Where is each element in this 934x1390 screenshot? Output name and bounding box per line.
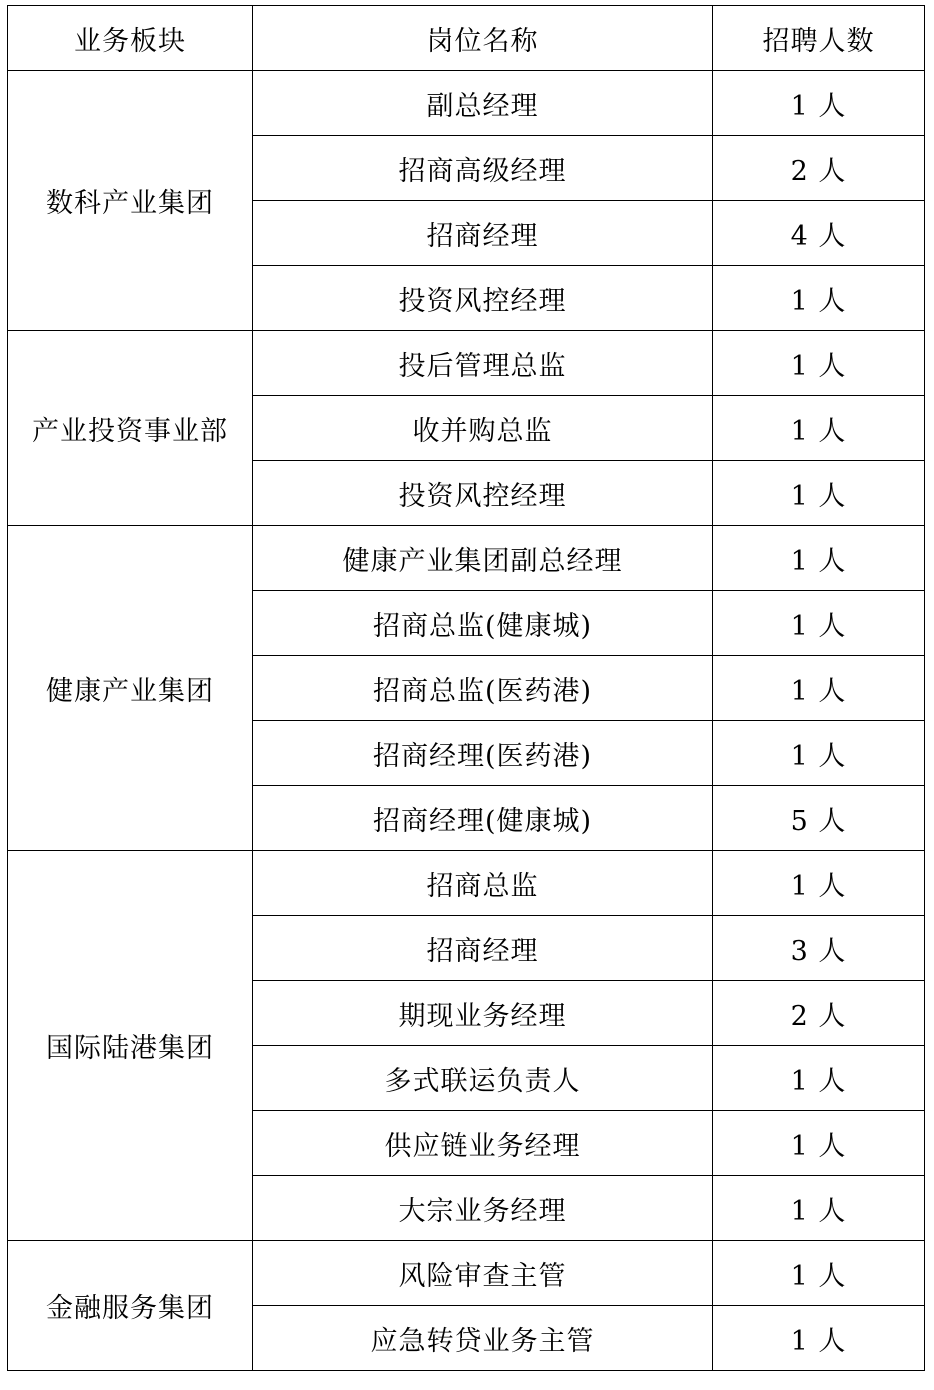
position-cell: 应急转贷业务主管: [253, 1306, 713, 1371]
count-cell: 2 人: [713, 981, 925, 1046]
position-cell: 健康产业集团副总经理: [253, 526, 713, 591]
count-cell: 1 人: [713, 1306, 925, 1371]
header-position: 岗位名称: [253, 6, 713, 71]
segment-cell: 数科产业集团: [8, 71, 253, 331]
position-cell: 风险审查主管: [253, 1241, 713, 1306]
table-row: [8, 331, 925, 396]
count-cell: 1 人: [713, 656, 925, 721]
position-cell: 招商高级经理: [253, 136, 713, 201]
count-cell: 1 人: [713, 1111, 925, 1176]
segment-cell: 健康产业集团: [8, 526, 253, 851]
table-row: [8, 851, 925, 916]
segment-cell: 产业投资事业部: [8, 331, 253, 526]
segment-cell: 国际陆港集团: [8, 851, 253, 1241]
count-cell: 1 人: [713, 721, 925, 786]
table-header: [8, 6, 925, 71]
count-cell: 1 人: [713, 266, 925, 331]
position-cell: 投资风控经理: [253, 266, 713, 331]
count-cell: 1 人: [713, 1241, 925, 1306]
position-cell: 投后管理总监: [253, 331, 713, 396]
header-segment: 业务板块: [8, 6, 253, 71]
count-cell: 1 人: [713, 71, 925, 136]
count-cell: 1 人: [713, 396, 925, 461]
header-count: 招聘人数: [713, 6, 925, 71]
position-cell: 招商经理(健康城): [253, 786, 713, 851]
position-cell: 招商总监: [253, 851, 713, 916]
header-row: [8, 6, 925, 71]
count-cell: 2 人: [713, 136, 925, 201]
position-cell: 招商经理(医药港): [253, 721, 713, 786]
count-cell: 1 人: [713, 461, 925, 526]
table-body: [8, 71, 925, 1371]
count-cell: 1 人: [713, 1046, 925, 1111]
table-row: [8, 71, 925, 136]
table-row: [8, 1241, 925, 1306]
recruitment-table: [7, 5, 925, 1371]
position-cell: 招商经理: [253, 201, 713, 266]
table-row: [8, 526, 925, 591]
position-cell: 招商总监(健康城): [253, 591, 713, 656]
count-cell: 1 人: [713, 1176, 925, 1241]
segment-cell: 金融服务集团: [8, 1241, 253, 1371]
position-cell: 多式联运负责人: [253, 1046, 713, 1111]
position-cell: 大宗业务经理: [253, 1176, 713, 1241]
position-cell: 收并购总监: [253, 396, 713, 461]
count-cell: 5 人: [713, 786, 925, 851]
count-cell: 4 人: [713, 201, 925, 266]
count-cell: 1 人: [713, 331, 925, 396]
count-cell: 1 人: [713, 851, 925, 916]
position-cell: 副总经理: [253, 71, 713, 136]
position-cell: 供应链业务经理: [253, 1111, 713, 1176]
position-cell: 期现业务经理: [253, 981, 713, 1046]
count-cell: 1 人: [713, 526, 925, 591]
position-cell: 投资风控经理: [253, 461, 713, 526]
count-cell: 1 人: [713, 591, 925, 656]
position-cell: 招商经理: [253, 916, 713, 981]
position-cell: 招商总监(医药港): [253, 656, 713, 721]
count-cell: 3 人: [713, 916, 925, 981]
